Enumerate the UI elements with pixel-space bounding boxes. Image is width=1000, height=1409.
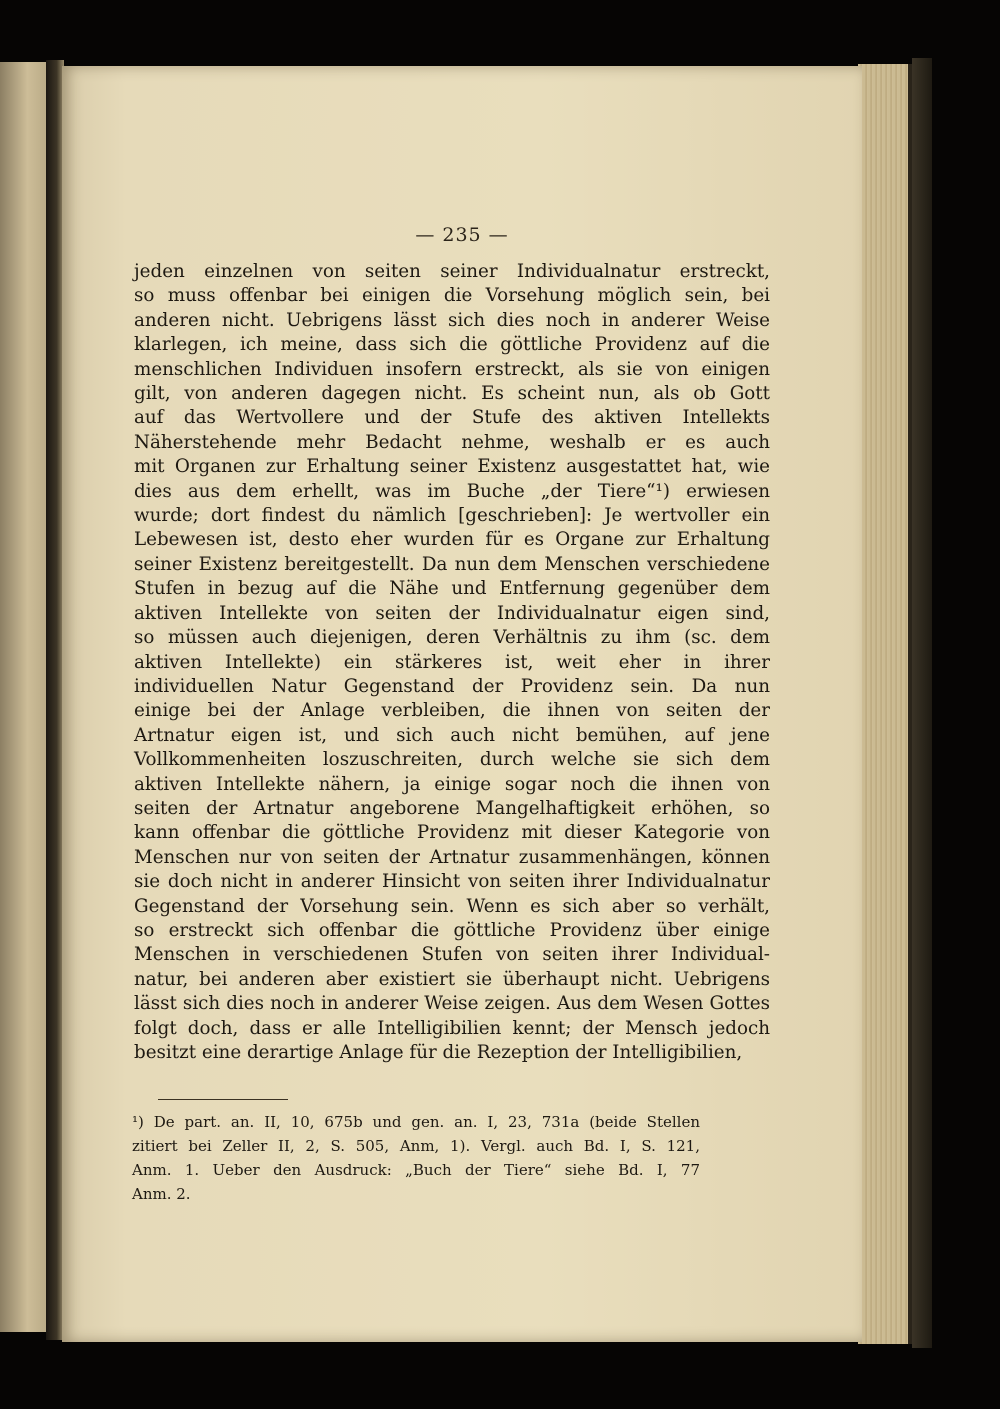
text-line: jeden einzelnen von seiten seiner Individualnatur erstreckt, xyxy=(134,261,770,282)
footnote-line: zitiert bei Zeller II, 2, S. 505, Anm, 1). Vergl. auch Bd. I, S. 121, xyxy=(132,1137,700,1155)
text-line: Menschen nur von seiten der Artnatur zusammenhängen, können xyxy=(134,846,770,868)
text-line: folgt doch, dass er alle Intelligibilien kennt; der Mensch jedoch xyxy=(134,1017,770,1039)
text-line: klarlegen, ich meine, dass sich die göttliche Providenz auf die xyxy=(134,334,770,356)
text-line: besitzt eine derartige Anlage für die Rezeption der Intelligibilien, xyxy=(134,1042,743,1063)
page-block-edges xyxy=(858,64,912,1344)
text-line: lässt sich dies noch in anderer Weise zeigen. Aus dem Wesen Gottes xyxy=(134,993,770,1015)
main-text xyxy=(134,260,770,1065)
text-line: sie doch nicht in anderer Hinsicht von seiten ihrer Individualnatur xyxy=(134,871,770,893)
text-line: einige bei der Anlage verbleiben, die ihnen von seiten der xyxy=(134,700,770,722)
text-line: kann offenbar die göttliche Providenz mit dieser Kategorie von xyxy=(134,822,770,844)
text-line: Stufen in bezug auf die Nähe und Entfernung gegenüber dem xyxy=(134,578,770,600)
text-line: Gegenstand der Vorsehung sein. Wenn es sich aber so verhält, xyxy=(134,895,770,917)
book-page xyxy=(62,66,862,1342)
text-line: menschlichen Individuen insofern erstreckt, als sie von einigen xyxy=(134,358,770,380)
text-line: mit Organen zur Erhaltung seiner Existenz ausgestattet hat, wie xyxy=(134,456,770,478)
text-line: dies aus dem erhellt, was im Buche „der Tiere“¹) erwiesen xyxy=(134,480,770,502)
text-line: seiner Existenz bereitgestellt. Da nun dem Menschen verschiedene xyxy=(134,553,770,575)
footnote-divider xyxy=(158,1099,288,1100)
text-line: seiten der Artnatur angeborene Mangelhaftigkeit erhöhen, so xyxy=(134,797,770,819)
text-line: Artnatur eigen ist, und sich auch nicht bemühen, auf jene xyxy=(134,724,770,746)
text-line: Menschen in verschiedenen Stufen von seiten ihrer Individual- xyxy=(134,944,770,966)
text-line: Vollkommenheiten loszuschreiten, durch welche sie sich dem xyxy=(134,749,770,771)
text-line: aktiven Intellekte nähern, ja einige sogar noch die ihnen von xyxy=(134,773,770,795)
text-line: so muss offenbar bei einigen die Vorsehung möglich sein, bei xyxy=(134,285,770,307)
text-line: individuellen Natur Gegenstand der Providenz sein. Da nun xyxy=(134,675,770,697)
text-line: aktiven Intellekte) ein stärkeres ist, weit eher in ihrer xyxy=(134,651,770,673)
text-line: so erstreckt sich offenbar die göttliche Providenz über einige xyxy=(134,919,770,941)
text-line: natur, bei anderen aber existiert sie überhaupt nicht. Uebrigens xyxy=(134,968,770,990)
text-line: so müssen auch diejenigen, deren Verhältnis zu ihm (sc. dem xyxy=(134,627,770,649)
text-line: gilt, von anderen dagegen nicht. Es scheint nun, als ob Gott xyxy=(134,383,770,405)
footnote-line: Anm. 2. xyxy=(132,1185,191,1203)
text-line: wurde; dort findest du nämlich [geschrieben]: Je wertvoller ein xyxy=(134,505,770,527)
footnote xyxy=(132,1110,700,1206)
text-line: Lebewesen ist, desto eher wurden für es Organe zur Erhaltung xyxy=(134,529,770,551)
text-line: aktiven Intellekte von seiten der Individualnatur eigen sind, xyxy=(134,602,770,624)
text-line: Näherstehende mehr Bedacht nehme, weshalb er es auch xyxy=(134,431,770,453)
footnote-line: Anm. 1. Ueber den Ausdruck: „Buch der Tiere“ siehe Bd. I, 77 xyxy=(132,1161,700,1179)
text-line: anderen nicht. Uebrigens lässt sich dies noch in anderer Weise xyxy=(134,309,770,331)
footnote-line: ¹) De part. an. II, 10, 675b und gen. an. I, 23, 731a (beide Stellen xyxy=(132,1113,700,1131)
page-number: — 235 — xyxy=(415,224,509,246)
facing-page-edge xyxy=(0,62,50,1332)
text-line: auf das Wertvollere und der Stufe des aktiven Intellekts xyxy=(134,407,770,429)
book-cover-edge xyxy=(912,58,932,1348)
